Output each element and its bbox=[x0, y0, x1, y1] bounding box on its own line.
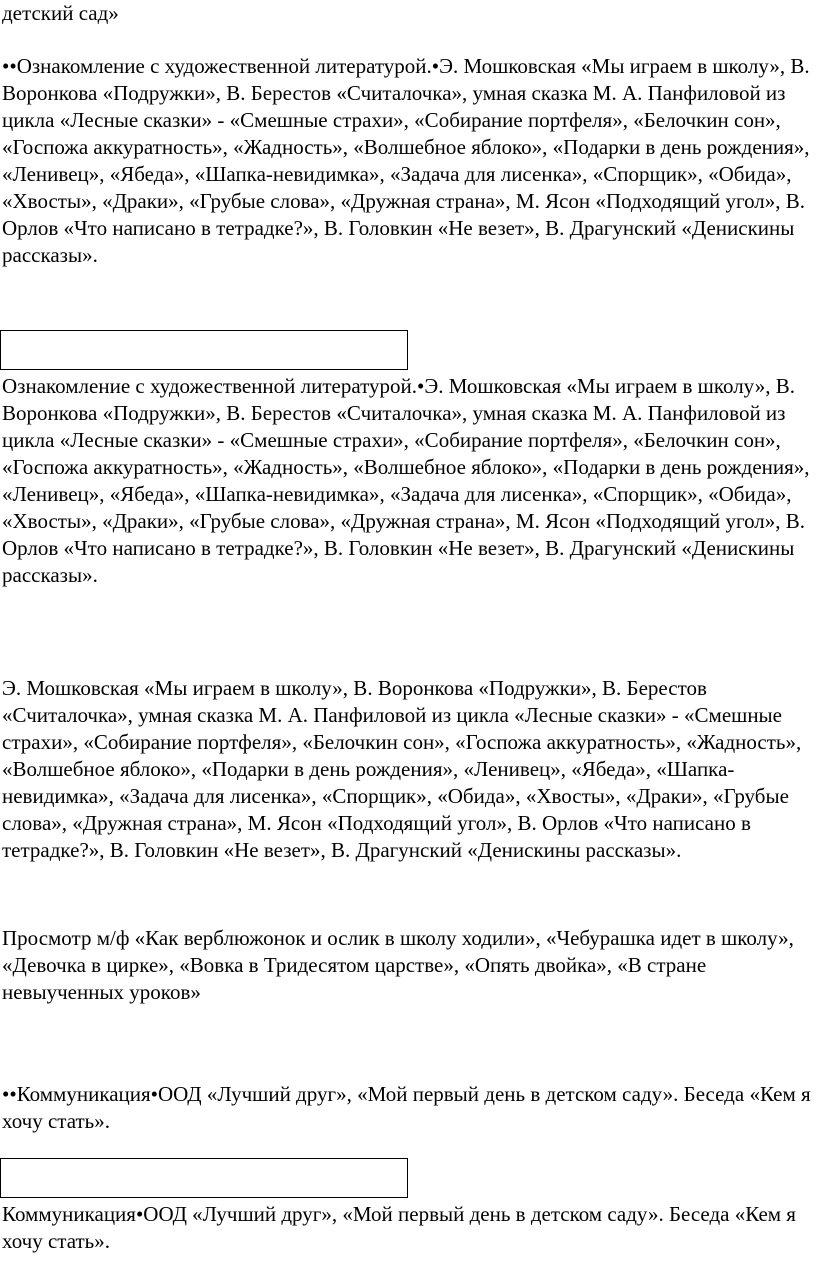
paragraph-cartoons: Просмотр м/ф «Как верблюжонок и ослик в школу ходили», «Чебурашка идет в школу», «Девочка в цирке», «Вовка в Тридесятом царстве», «Опять двойка», «В стране невыученных уроков» bbox=[2, 926, 794, 1004]
paragraph-communication-bullets: ••Коммуникация•ООД «Лучший друг», «Мой первый день в детском саду». Беседа «Кем я хочу стать». bbox=[2, 1082, 811, 1133]
empty-text-box bbox=[0, 1158, 408, 1198]
empty-text-box bbox=[0, 330, 408, 370]
paragraph-communication: Коммуникация•ООД «Лучший друг», «Мой первый день в детском саду». Беседа «Кем я хочу стать». bbox=[2, 1202, 796, 1253]
paragraph-reading-list: Э. Мошковская «Мы играем в школу», В. Воронкова «Подружки», В. Берестов «Считалочка», умная сказка М. А. Панфиловой из цикла «Лесные сказки» - «Смешные страхи», «Собирание портфеля», «Белочкин сон», «Госпожа аккуратность», «Жадность», «Волшебное яблоко», «Подарки в день рождения», «Ленивец», «Ябеда», «Шапка-невидимка», «Задача для лисенка», «Спорщик», «Обида», «Хвосты», «Драки», «Грубые слова», «Дружная страна», М. Ясон «Подходящий угол», В. Орлов «Что написано в тетрадке?», В. Головкин «Не везет», В. Драгунский «Денискины рассказы». bbox=[2, 676, 802, 862]
text-fragment-top: детский сад» bbox=[2, 1, 119, 25]
paragraph-literature: Ознакомление с художественной литературой.•Э. Мошковская «Мы играем в школу», В. Воронкова «Подружки», В. Берестов «Считалочка», умная сказка М. А. Панфиловой из цикла «Лесные сказки» - «Смешные страхи», «Собирание портфеля», «Белочкин сон», «Госпожа аккуратность», «Жадность», «Волшебное яблоко», «Подарки в день рождения», «Ленивец», «Ябеда», «Шапка-невидимка», «Задача для лисенка», «Спорщик», «Обида», «Хвосты», «Драки», «Грубые слова», «Дружная страна», М. Ясон «Подходящий угол», В. Орлов «Что написано в тетрадке?», В. Головкин «Не везет», В. Драгунский «Денискины рассказы». bbox=[2, 374, 810, 587]
paragraph-literature-bullets: ••Ознакомление с художественной литературой.•Э. Мошковская «Мы играем в школу», В. Воронкова «Подружки», В. Берестов «Считалочка», умная сказка М. А. Панфиловой из цикла «Лесные сказки» - «Смешные страхи», «Собирание портфеля», «Белочкин сон», «Госпожа аккуратность», «Жадность», «Волшебное яблоко», «Подарки в день рождения», «Ленивец», «Ябеда», «Шапка-невидимка», «Задача для лисенка», «Спорщик», «Обида», «Хвосты», «Драки», «Грубые слова», «Дружная страна», М. Ясон «Подходящий угол», В. Орлов «Что написано в тетрадке?», В. Головкин «Не везет», В. Драгунский «Денискины рассказы». bbox=[2, 54, 810, 267]
